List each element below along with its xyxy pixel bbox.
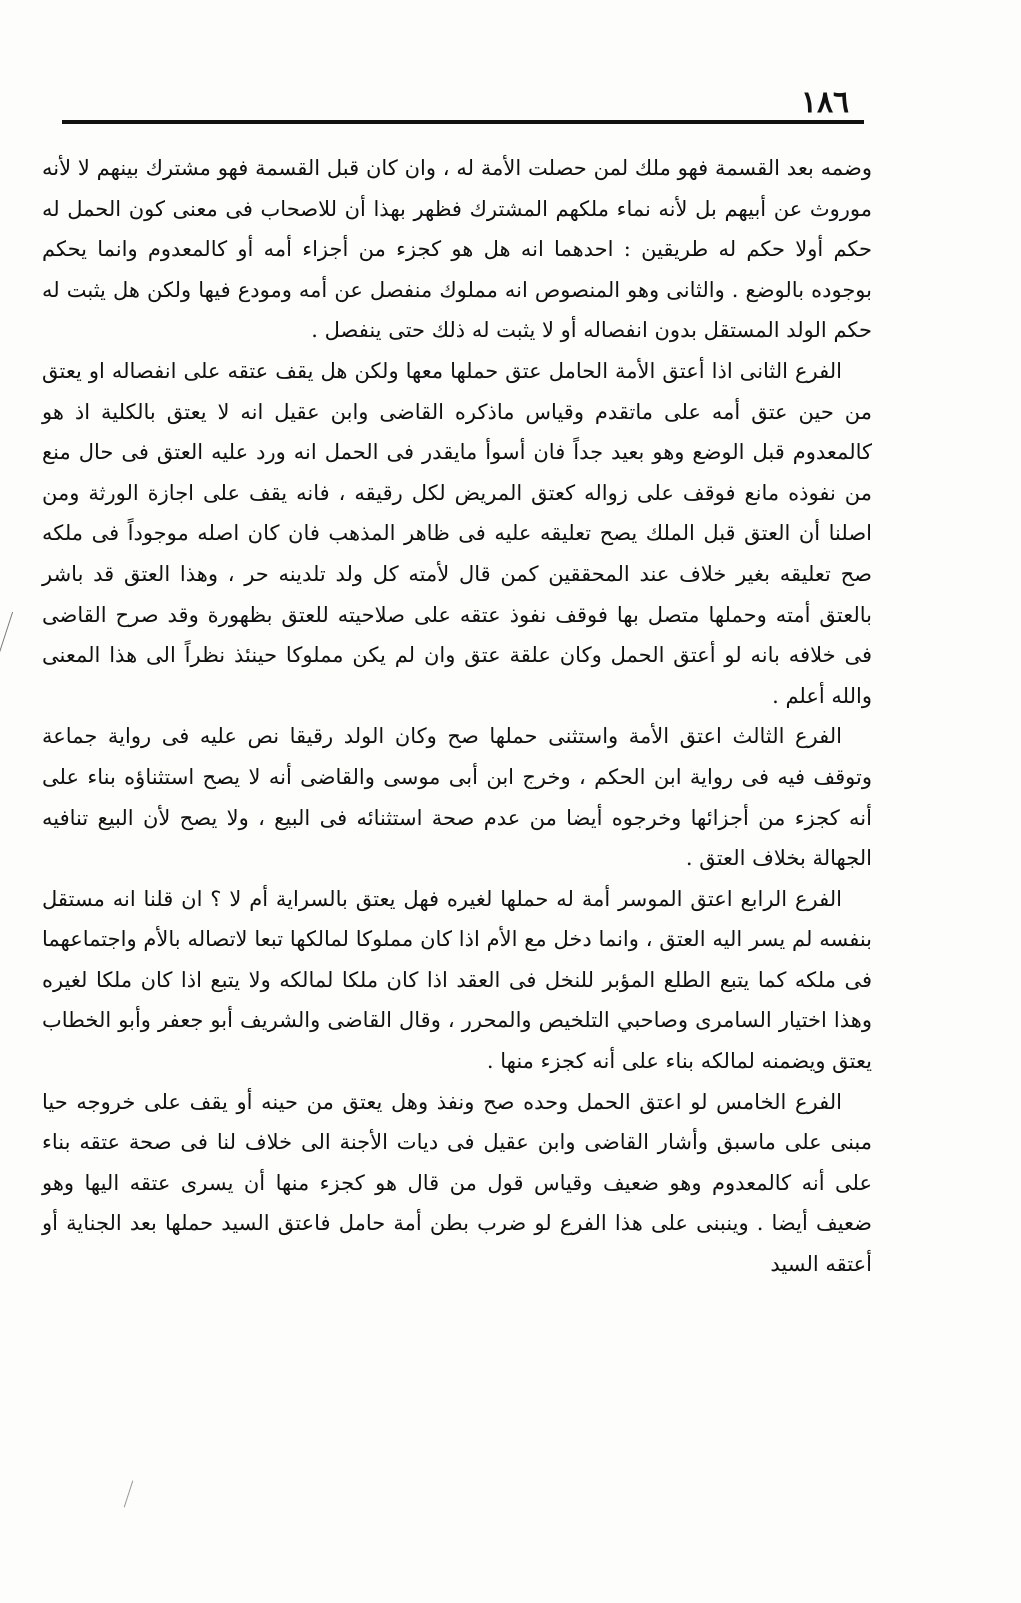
stray-pencil-mark [124, 1481, 134, 1508]
paragraph-5: الفرع الخامس لو اعتق الحمل وحده صح ونفذ وهل يعتق من حينه أو يقف على خروجه حيا مبنى على ماسبق وأشار القاضى وابن عقيل فى ديات الأجنة الى خلاف لنا فى صحة عتقه بناء على أنه كالمعدوم وهو ضعيف وقياس قول من قال هو كجزء منها أن يسرى عتقه اليها وهو ضعيف أيضا . وينبنى على هذا الفرع لو ضرب بطن أمة حامل فاعتق السيد حملها بعد الجناية أو أعتقه السيد [42, 1089, 872, 1277]
paragraph-3: الفرع الثالث اعتق الأمة واستثنى حملها صح وكان الولد رقيقا نص عليه فى رواية جماعة وتوقف فيه فى رواية ابن الحكم ، وخرج ابن أبى موسى والقاضى أنه لا يصح استثناؤه بناء على أنه كجزء من أجزائها وخرجوه أيضا من عدم صحة استثنائه فى البيع ، ولا يصح لأن البيع تنافيه الجهالة بخلاف العتق . [42, 724, 872, 871]
paragraph-2: الفرع الثانى اذا أعتق الأمة الحامل عتق حملها معها ولكن هل يقف عتقه على انفصاله او يعتق من حين عتق أمه على ماتقدم وقياس ماذكره القاضى وابن عقيل انه لا يعتق بالكلية اذ هو كالمعدوم قبل الوضع وهو بعيد جداً فان أسوأ مايقدر فى الحمل انه ورد عليه العتق فى حال منع من نفوذه مانع فوقف على زواله كعتق المريض لكل رقيقه ، فانه يقف على اجازة الورثة ومن اصلنا أن العتق قبل الملك يصح تعليقه عليه فى ظاهر المذهب فان كان اصله موجوداً فى ملكه صح تعليقه بغير خلاف عند المحققين كمن قال لأمته كل ولد تلدينه حر ، وهذا العتق قد باشر بالعتق أمته وحملها متصل بها فوقف نفوذ عتقه على صلاحيته للعتق بظهورة وقد صرح القاضى فى خلافه بانه لو أعتق الحمل وكان علقة عتق وان لم يكن مملوكا حينئذ نظراً الى هذا المعنى والله أعلم . [42, 358, 872, 708]
body-text [42, 148, 872, 1285]
paragraph-1: وضمه بعد القسمة فهو ملك لمن حصلت الأمة له ، وان كان قبل القسمة فهو مشترك بينهم لا لأنه موروث عن أبيهم بل لأنه نماء ملكهم المشترك فظهر بهذا أن للاصحاب فى معنى كون الحمل له حكم أولا حكم له طريقين : احدهما انه هل هو كجزء من أجزاء أمه أو كالمعدوم وانما يحكم بوجوده بالوضع . والثانى وهو المنصوص انه مملوك منفصل عن أمه ومودع فيها ولكن هل يثبت له حكم الولد المستقل بدون انفصاله أو لا يثبت له ذلك حتى ينفصل . [42, 156, 872, 343]
header-rule [62, 120, 864, 124]
page-number: ١٨٦ [800, 85, 850, 120]
margin-pencil-mark [0, 612, 33, 662]
paragraph-4: الفرع الرابع اعتق الموسر أمة له حملها لغيره فهل يعتق بالسراية أم لا ؟ ان قلنا انه مستقل بنفسه لم يسر اليه العتق ، وانما دخل مع الأم اذا كان مملوكا لمالكها تبعا لاتصاله بالأم واجتماعهما فى ملكه كما يتبع الطلع المؤبر للنخل فى العقد اذا كان ملكا لمالكه ولا يتبع اذا كان ملكا لغيره وهذا اختيار السامرى وصاحبي التلخيص والمحرر ، وقال القاضى والشريف أبو جعفر وأبو الخطاب يعتق ويضمنه لمالكه بناء على أنه كجزء منها . [42, 886, 872, 1074]
